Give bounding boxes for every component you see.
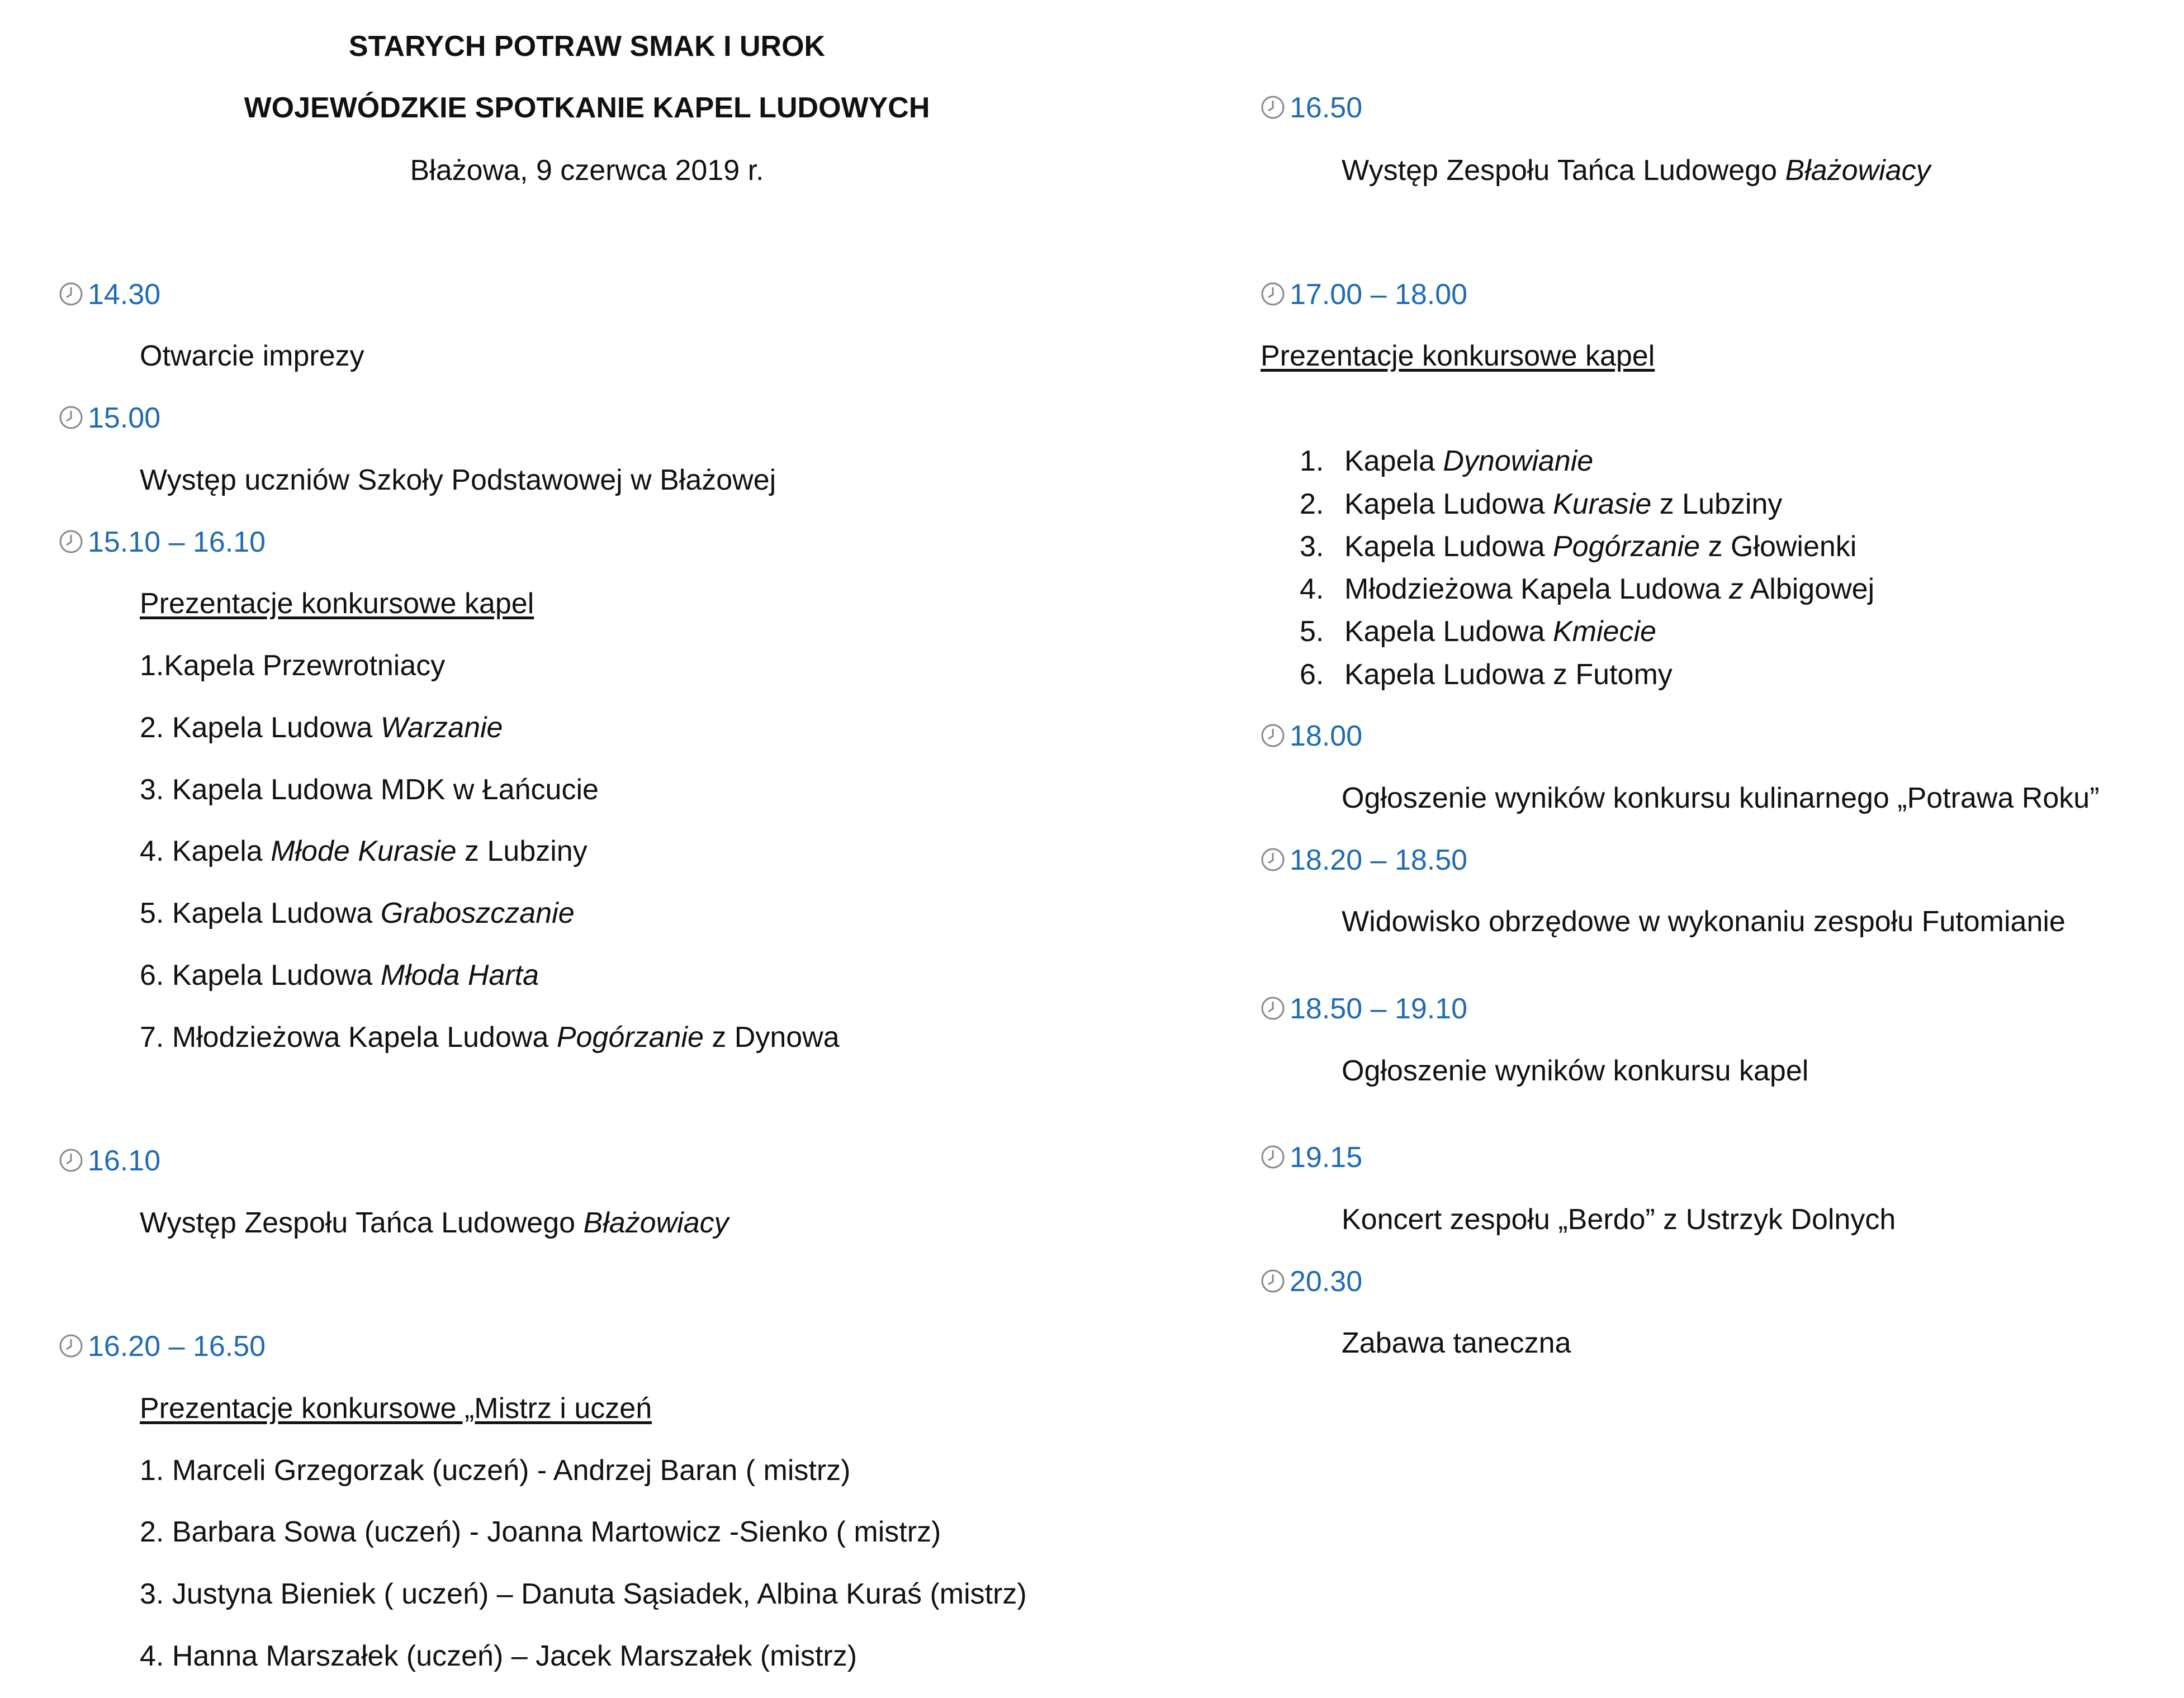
clock-icon [1261, 282, 1285, 306]
page-subtitle: WOJEWÓDZKIE SPOTKANIE KAPEL LUDOWYCH [244, 92, 930, 124]
clock-icon [59, 405, 83, 430]
event-description: Otwarcie imprezy [140, 340, 364, 372]
clock-icon [1261, 1145, 1285, 1169]
list-item: 2. Kapela Ludowa Kurasie z Lubziny [1300, 488, 1783, 520]
clock-icon [59, 1334, 83, 1358]
clock-icon [59, 1148, 83, 1173]
time-slot: 15.00 [59, 400, 160, 437]
clock-icon [59, 529, 83, 554]
list-item: 1. Kapela Dynowianie [1300, 445, 1594, 477]
list-item: 3. Kapela Ludowa MDK w Łańcucie [140, 774, 599, 806]
event-description: Koncert zespołu „Berdo” z Ustrzyk Dolnych [1342, 1203, 1896, 1236]
time-slot: 16.10 [59, 1142, 160, 1179]
time-slot: 18.50 – 19.10 [1261, 990, 1467, 1027]
list-item: 1. Marceli Grzegorzak (uczeń) - Andrzej Baran ( mistrz) [140, 1454, 851, 1487]
clock-icon [1261, 847, 1285, 872]
list-item: 4. Kapela Młode Kurasie z Lubziny [140, 835, 588, 867]
time-slot: 14.30 [59, 276, 160, 313]
time-slot: 17.00 – 18.00 [1261, 276, 1467, 313]
section-heading: Prezentacje konkursowe „Mistrz i uczeń [140, 1392, 652, 1425]
place-date: Błażowa, 9 czerwca 2019 r. [410, 154, 764, 187]
time-slot: 18.20 – 18.50 [1261, 842, 1467, 879]
list-item: 5. Kapela Ludowa Kmiecie [1300, 615, 1656, 648]
event-description: Występ uczniów Szkoły Podstawowej w Błażowej [140, 464, 776, 496]
clock-icon [1261, 996, 1285, 1021]
list-item: 7. Młodzieżowa Kapela Ludowa Pogórzanie z Dynowa [140, 1021, 840, 1054]
list-item: 3. Justyna Bieniek ( uczeń) – Danuta Sąsiadek, Albina Kuraś (mistrz) [140, 1578, 1027, 1610]
clock-icon [59, 282, 83, 306]
list-item: 3. Kapela Ludowa Pogórzanie z Głowienki [1300, 530, 1857, 563]
time-slot: 20.30 [1261, 1263, 1362, 1300]
list-item: 6. Kapela Ludowa Młoda Harta [140, 959, 539, 992]
event-description: Występ Zespołu Tańca Ludowego Błażowiacy [140, 1207, 729, 1239]
event-description: Zabawa taneczna [1342, 1327, 1571, 1359]
event-description: Ogłoszenie wyników konkursu kulinarnego „Potrawa Roku” [1342, 782, 2100, 814]
time-slot: 16.20 – 16.50 [59, 1328, 266, 1365]
list-item: 6. Kapela Ludowa z Futomy [1300, 658, 1673, 691]
list-item: 1.Kapela Przewrotniacy [140, 649, 446, 682]
list-item: 4. Hanna Marszałek (uczeń) – Jacek Marszałek (mistrz) [140, 1640, 858, 1672]
list-item: 4. Młodzieżowa Kapela Ludowa z Albigowej [1300, 573, 1875, 605]
list-item: 5. Kapela Ludowa Graboszczanie [140, 897, 575, 929]
event-description: Ogłoszenie wyników konkursu kapel [1342, 1055, 1809, 1087]
time-slot: 18.00 [1261, 718, 1362, 755]
event-description: Widowisko obrzędowe w wykonaniu zespołu Futomianie [1342, 905, 2065, 938]
clock-icon [1261, 95, 1285, 120]
section-heading: Prezentacje konkursowe kapel [1261, 340, 1655, 372]
time-slot: 19.15 [1261, 1139, 1362, 1176]
time-slot: 15.10 – 16.10 [59, 524, 266, 561]
clock-icon [1261, 723, 1285, 748]
time-slot: 16.50 [1261, 89, 1362, 126]
list-item: 2. Barbara Sowa (uczeń) - Joanna Martowicz -Sienko ( mistrz) [140, 1516, 941, 1548]
event-description: Występ Zespołu Tańca Ludowego Błażowiacy [1342, 154, 1931, 187]
clock-icon [1261, 1269, 1285, 1293]
page-title: STARYCH POTRAW SMAK I UROK [348, 30, 826, 63]
list-item: 2. Kapela Ludowa Warzanie [140, 712, 503, 744]
section-heading: Prezentacje konkursowe kapel [140, 587, 534, 620]
